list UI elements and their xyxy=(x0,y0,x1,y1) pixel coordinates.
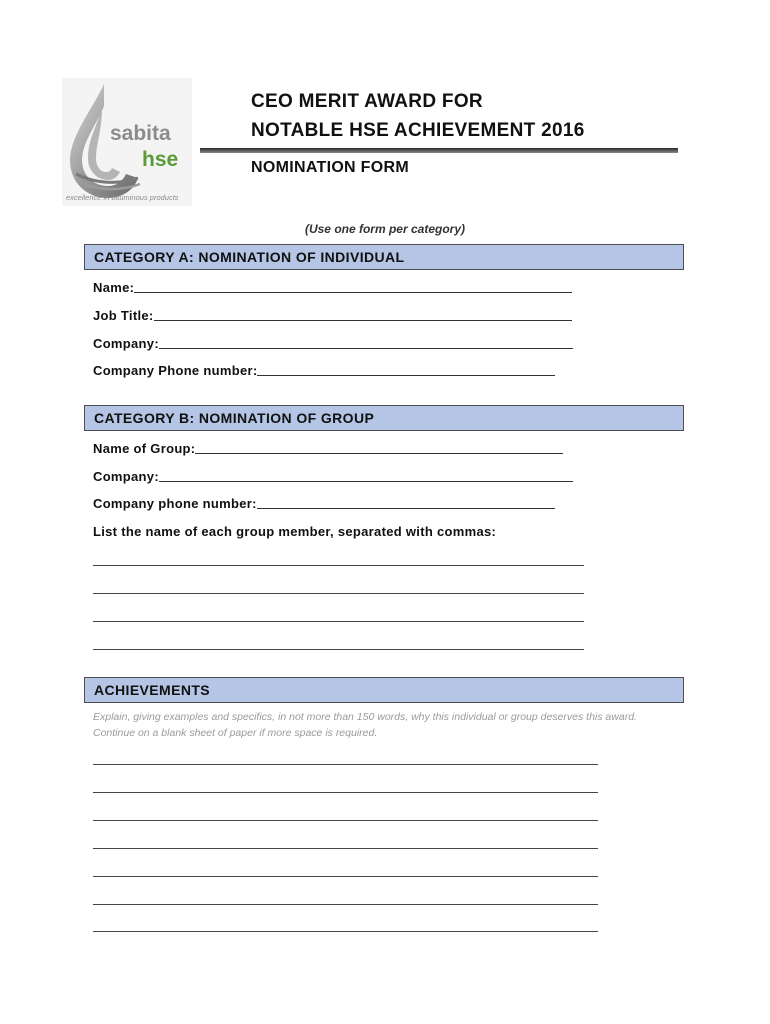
sabita-logo xyxy=(62,78,192,206)
company-phone-a-label: Company Phone number: xyxy=(93,363,258,378)
company-b-input-line[interactable] xyxy=(159,480,573,482)
group-name-label: Name of Group: xyxy=(93,441,196,456)
job-title-label: Job Title: xyxy=(93,308,154,323)
achievement-line-1[interactable] xyxy=(93,764,598,765)
job-title-field[interactable] xyxy=(93,308,572,323)
company-b-field[interactable] xyxy=(93,469,573,484)
group-name-field[interactable] xyxy=(93,441,563,456)
job-title-input-line[interactable] xyxy=(154,319,572,321)
company-a-label: Company: xyxy=(93,336,159,351)
logo-tagline: excellence in bituminous products xyxy=(66,193,179,202)
company-phone-b-field[interactable] xyxy=(93,496,555,511)
company-phone-a-input-line[interactable] xyxy=(257,374,555,376)
achievement-line-4[interactable] xyxy=(93,848,598,849)
group-name-input-line[interactable] xyxy=(195,452,563,454)
achievement-line-5[interactable] xyxy=(93,876,598,877)
group-members-line-4[interactable] xyxy=(93,649,584,650)
header-divider xyxy=(200,148,678,153)
usage-note: (Use one form per category) xyxy=(304,222,466,236)
category-a-heading: CATEGORY A: NOMINATION OF INDIVIDUAL xyxy=(84,244,684,270)
category-b-heading: CATEGORY B: NOMINATION OF GROUP xyxy=(84,405,684,431)
company-phone-b-input-line[interactable] xyxy=(257,507,555,509)
name-field[interactable] xyxy=(93,280,572,295)
company-phone-b-label: Company phone number: xyxy=(93,496,257,511)
group-members-line-3[interactable] xyxy=(93,621,584,622)
name-input-line[interactable] xyxy=(134,291,572,293)
form-subtitle: NOMINATION FORM xyxy=(251,159,409,176)
oil-drop-logo-icon xyxy=(62,78,192,206)
group-members-line-1[interactable] xyxy=(93,565,584,566)
achievement-line-2[interactable] xyxy=(93,792,598,793)
logo-brand-top: sabita xyxy=(110,122,171,145)
company-a-field[interactable] xyxy=(93,336,573,351)
name-label: Name: xyxy=(93,280,135,295)
group-members-line-2[interactable] xyxy=(93,593,584,594)
achievements-instruction-2: Continue on a blank sheet of paper if more space is required. xyxy=(93,727,378,739)
title-line-1: CEO MERIT AWARD FOR xyxy=(251,91,483,112)
company-phone-a-field[interactable] xyxy=(93,363,555,378)
achievement-line-7[interactable] xyxy=(93,931,598,932)
company-b-label: Company: xyxy=(93,469,159,484)
achievement-line-3[interactable] xyxy=(93,820,598,821)
achievements-instruction-1: Explain, giving examples and specifics, in not more than 150 words, why this individual or group deserves this award. xyxy=(93,711,637,723)
achievements-heading: ACHIEVEMENTS xyxy=(84,677,684,703)
achievement-line-6[interactable] xyxy=(93,904,598,905)
company-a-input-line[interactable] xyxy=(159,347,573,349)
title-line-2: NOTABLE HSE ACHIEVEMENT 2016 xyxy=(251,120,585,141)
logo-brand-bottom: hse xyxy=(142,148,179,171)
group-members-label: List the name of each group member, separated with commas: xyxy=(93,524,497,539)
